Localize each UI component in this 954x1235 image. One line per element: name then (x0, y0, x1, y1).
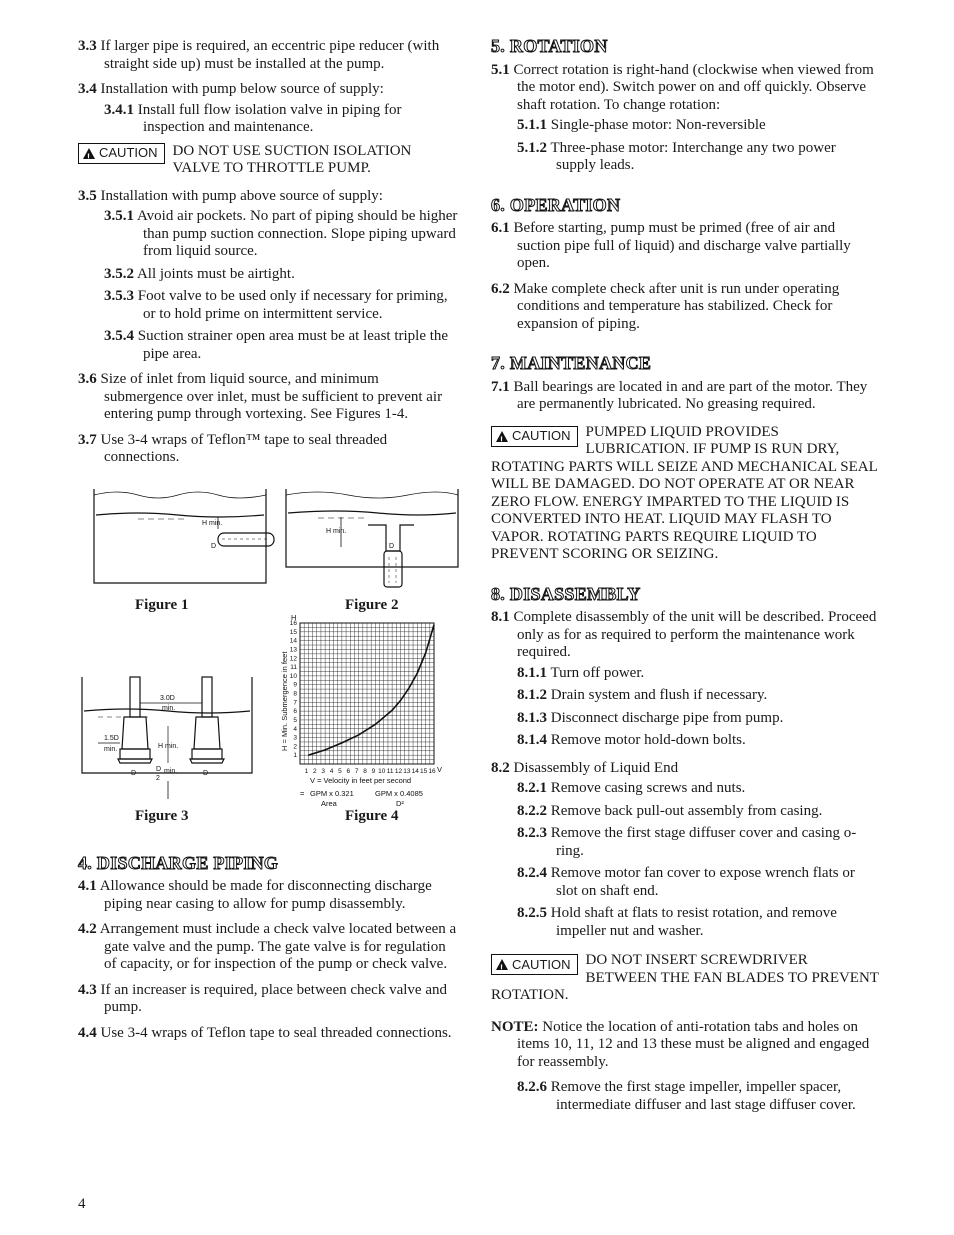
fig3-two-label: 2 (156, 774, 160, 782)
chart-y-tick: 3 (293, 734, 297, 742)
figure-1-caption: Figure 1 (135, 596, 189, 613)
para-4-1: 4.1 Allowance should be made for disconnecting discharge piping near casing to allow for pump disassembly. (78, 878, 432, 912)
chart-area: Area (321, 798, 337, 808)
para-4-2: 4.2 Arrangement must include a check valve located between a gate valve and the pump. The gate valve is for regulation of capacity, or for inspection of the pump or check valve. (78, 921, 457, 972)
left-column (78, 38, 460, 1050)
chart-y-tick: 7 (293, 698, 297, 706)
para-3-5-1: 3.5.1 Avoid air pockets. No part of piping should be higher than pump suction connection. Slope piping upward from liquid source. (104, 208, 458, 259)
chart-y-tick: 9 (293, 681, 297, 689)
fig2-hmin-label: H min. (326, 527, 347, 535)
para-6-2: 6.2 Make complete check after unit is run under operating conditions and temperature has stabilized. Check for expansion of piping. (491, 280, 840, 332)
chart-x-tick: 1 (304, 767, 309, 775)
para-8-2-6: 8.2.6 Remove the first stage impeller, impeller spacer, intermediate diffuser and last stage diffuser cover. (517, 1079, 856, 1113)
chart-x-tick: 10 (378, 767, 386, 775)
fig1-hmin-label: H min. (202, 519, 223, 527)
para-8-2-2: 8.2.2 Remove back pull-out assembly from casing. (517, 802, 823, 819)
chart-y-tick: 5 (293, 716, 297, 724)
chart-gpm1: GPM x 0.321 (310, 788, 354, 798)
warning-icon: ! (496, 959, 508, 970)
para-3-5-4: 3.5.4 Suction strainer open area must be at least triple the pipe area. (104, 328, 449, 362)
para-5-1: 5.1 Correct rotation is right-hand (clockwise when viewed from the motor end). Switch power on and off quickly. Observe shaft rotation. To change rotation: (491, 61, 874, 113)
caution-badge: ! CAUTION (78, 143, 165, 164)
caution-3 (491, 952, 879, 1005)
fig3-15d-label: 1.5D (104, 734, 119, 742)
para-4-3: 4.3 If an increaser is required, place between check valve and pump. (78, 981, 447, 1015)
fig1-d-label: D (211, 542, 217, 550)
chart-y-tick: 12 (289, 654, 297, 662)
chart-x-tick: 15 (420, 767, 428, 775)
chart-y-tick: 15 (289, 628, 297, 636)
chart-yaxis-label: H = Min. Submergence in feet (280, 651, 289, 751)
para-8-2-5: 8.2.5 Hold shaft at flats to resist rotation, and remove impeller nut and washer. (517, 905, 837, 939)
chart-x-tick: 14 (411, 767, 419, 775)
para-8-1: 8.1 Complete disassembly of the unit will be described. Proceed only as for as required to perform the maintenance work required. (491, 609, 877, 660)
caution-badge-2: ! CAUTION (491, 426, 578, 447)
chart-x-tick: 2 (312, 767, 317, 775)
figure-4-chart (290, 620, 436, 775)
chart-h-label: H (291, 612, 297, 622)
figure-3-caption: Figure 3 (135, 807, 189, 824)
caution-1 (78, 143, 460, 178)
fig3-d2-label: D (156, 765, 162, 773)
para-6-1: 6.1 Before starting, pump must be primed (free of air and suction pipe full of liquid) and discharge valve partially open. (491, 220, 851, 271)
para-8-2-1: 8.2.1 Remove casing screws and nuts. (517, 780, 746, 796)
caution-badge-3: ! CAUTION (491, 954, 578, 975)
chart-y-tick: 16 (289, 619, 297, 627)
fig3-d3-label: D (203, 769, 209, 777)
chart-y-tick: 4 (293, 725, 297, 733)
para-8-2-3: 8.2.3 Remove the first stage diffuser cover and casing o-ring. (517, 825, 857, 859)
chart-y-tick: 14 (289, 637, 297, 645)
caution-3-text: DO NOT INSERT SCREWDRIVER BETWEEN THE FAN BLADES TO PREVENT ROTATION. (491, 952, 879, 1003)
chart-x-tick: 4 (329, 767, 334, 775)
para-8-2-4: 8.2.4 Remove motor fan cover to expose wrench flats or slot on shaft end. (517, 865, 855, 899)
chart-y-tick: 11 (290, 663, 297, 671)
chart-y-tick: 13 (289, 645, 297, 653)
chart-x-tick: 12 (394, 767, 403, 775)
para-8-2: 8.2 Disassembly of Liquid End (491, 759, 679, 776)
page-number: 4 (78, 1196, 86, 1212)
para-8-1-2: 8.1.2 Drain system and flush if necessary. (517, 687, 768, 703)
chart-y-tick: 6 (293, 707, 297, 715)
para-3-7: 3.7 Use 3-4 wraps of Teflon™ tape to seal threaded connections. (78, 431, 388, 465)
fig3-d-label: D (131, 769, 137, 777)
section-4-heading: 4. DISCHARGE PIPING (78, 852, 279, 873)
para-5-1-1: 5.1.1 Single-phase motor: Non-reversible (517, 117, 766, 133)
note: NOTE: Notice the location of anti-rotation tabs and holes on items 10, 11, 12 and 13 these must be aligned and engaged for reassembly. (491, 1018, 870, 1070)
chart-xaxis-label: V = Velocity in feet per second (310, 775, 412, 785)
section-5-heading: 5. ROTATION (491, 36, 608, 56)
para-5-1-2: 5.1.2 Three-phase motor: Interchange any two power supply leads. (517, 139, 836, 173)
caution-2 (491, 424, 879, 564)
chart-x-tick: 16 (428, 767, 436, 775)
section-6-heading: 6. OPERATION (491, 194, 621, 215)
chart-v-label: V (437, 764, 443, 774)
para-8-1-3: 8.1.3 Disconnect discharge pipe from pump. (517, 709, 784, 726)
chart-eq: = (300, 788, 305, 798)
figure-2-drawing (286, 489, 458, 587)
fig3-min3-label: min. (164, 767, 178, 775)
para-3-5-3: 3.5.3 Foot valve to be used only if necessary for priming, or to hold prime on intermittent service. (104, 288, 448, 322)
chart-y-tick: 1 (293, 751, 297, 759)
chart-y-tick: 2 (293, 742, 297, 750)
warning-icon: ! (83, 148, 95, 159)
figure-1-drawing (94, 489, 274, 583)
chart-x-tick: 5 (338, 767, 342, 775)
fig2-d-label: D (389, 542, 395, 550)
para-7-1: 7.1 Ball bearings are located in and are part of the motor. They are permanently lubricated. No greasing required. (491, 378, 868, 412)
chart-x-tick: 7 (354, 767, 359, 775)
fig3-hmin-label: H min. (158, 742, 179, 750)
chart-x-tick: 9 (371, 767, 376, 775)
caution-text: DO NOT USE SUCTION ISOLATION VALVE TO THROTTLE PUMP. (172, 142, 412, 176)
section-7-heading: 7. MAINTENANCE (491, 353, 652, 373)
chart-y-tick: 10 (289, 672, 297, 680)
para-3-6: 3.6 Size of inlet from liquid source, and minimum submergence over inlet, must be sufficient to prevent air entering pump through vortexing. See Figures 1-4. (78, 371, 443, 422)
fig3-min2-label: min. (104, 745, 118, 753)
figures-area (78, 481, 460, 841)
para-4-4: 4.4 Use 3-4 wraps of Teflon tape to seal threaded connections. (78, 1024, 452, 1041)
caution-2-text: PUMPED LIQUID PROVIDES LUBRICATION. IF PUMP IS RUN DRY, ROTATING PARTS WILL SEIZE AND MECHANICAL SEAL WILL BE DAMAGED. DO NOT OPERATE AT OR NEAR ZERO FLOW. ENERGY IMPARTED TO THE LIQUID IS CONVERTED INTO HEAT. LIQUID MAY FLASH TO VAPOR. ROTATING PARTS REQUIRE LIQUID TO PREVENT SCORING OR SEIZING. (491, 423, 878, 562)
para-3-5-2: 3.5.2 All joints must be airtight. (104, 265, 295, 282)
fig3-3d-label: 3.0D (160, 694, 175, 702)
figures-svg (78, 481, 460, 841)
para-3-5: 3.5 Installation with pump above source of supply: (78, 187, 383, 204)
para-3-4: 3.4 Installation with pump below source of supply: (78, 81, 384, 97)
para-8-1-4: 8.1.4 Remove motor hold-down bolts. (517, 732, 746, 748)
fig3-min-label: min. (162, 704, 176, 712)
para-3-4-1: 3.4.1 Install full flow isolation valve in piping for inspection and maintenance. (104, 101, 402, 135)
chart-x-tick: 11 (386, 767, 394, 775)
chart-y-tick: 8 (293, 690, 297, 697)
figure-4-caption: Figure 4 (345, 807, 399, 824)
chart-x-tick: 13 (403, 767, 411, 775)
chart-x-tick: 8 (363, 767, 367, 775)
figure-2-caption: Figure 2 (345, 596, 399, 613)
chart-gpm2: GPM x 0.4085 (375, 788, 423, 798)
chart-x-tick: 6 (346, 767, 351, 775)
warning-icon: ! (496, 431, 508, 442)
section-8-heading: 8. DISASSEMBLY (491, 583, 641, 604)
chart-x-tick: 3 (321, 767, 325, 775)
para-3-3: 3.3 If larger pipe is required, an eccentric pipe reducer (with straight side up) must be installed at the pump. (78, 38, 440, 72)
chart-d2: D² (396, 798, 404, 808)
para-8-1-1: 8.1.1 Turn off power. (517, 664, 645, 681)
right-column (491, 38, 879, 1119)
